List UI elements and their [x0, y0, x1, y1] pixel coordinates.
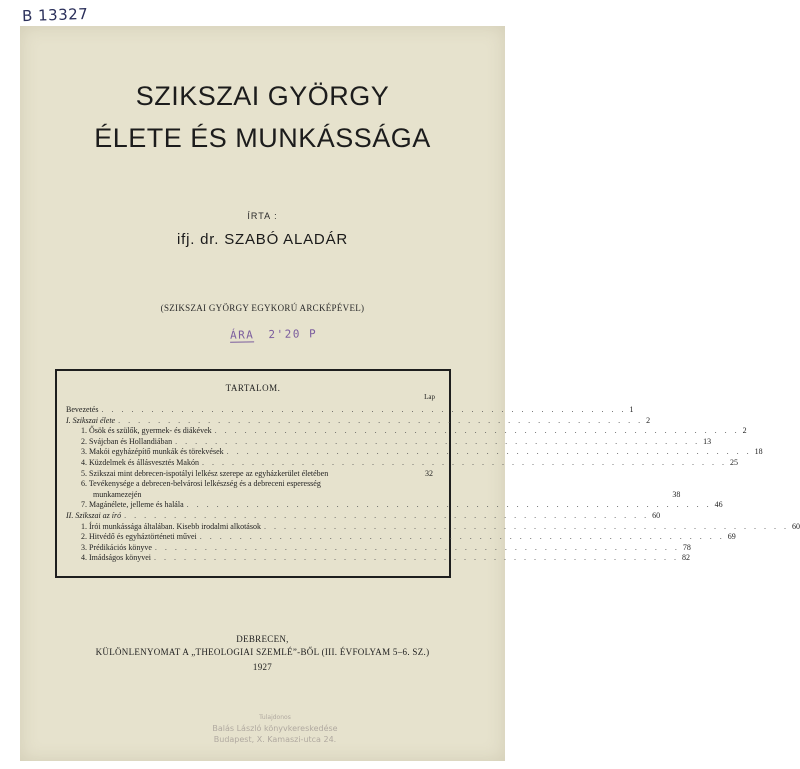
contents-entry [57, 436, 712, 448]
contents-entry [57, 415, 651, 427]
dot-leader: . . . . . . . . . . . . . . . . . . . . . . . . . . . . . . . . . . . . . . . . . . . . . . . . . . . . . [175, 436, 701, 446]
dot-leader: . . . . . . . . . . . . . . . . . . . . . . . . . . . . . . . . . . . . . . . . . . . . . . . . . . . . . [154, 553, 679, 563]
contents-entry [57, 426, 747, 437]
entry-page: 13 [703, 436, 712, 446]
contents-entry [57, 489, 681, 501]
entry-page: 25 [729, 457, 738, 467]
imprint-year: 1927 [252, 662, 273, 672]
dot-leader: . . . . . . . . . . . . . . . . . . . . . . . . . . . . . . . . . . . . . . . . . . . . . . . . . . . . . [226, 447, 752, 457]
entry-page: 60 [791, 521, 800, 531]
entry-page: 2 [742, 426, 747, 436]
entry-label: 5. Szikszai mint debrecen-ispotályi lelkész szerepe az egyházkerület életében [81, 468, 329, 478]
contents-entry [57, 542, 691, 554]
entry-page: 32 [425, 468, 433, 478]
contents-entry [57, 500, 723, 511]
dot-leader: . . . . . . . . . . . . . . . . . . . . . . . . . . . . . . . . . . . . . . . . . . . . . . . . . . . . . [118, 415, 644, 425]
contents-entry [57, 447, 763, 458]
entry-page: 18 [754, 447, 763, 457]
bookshop-stamp [175, 712, 375, 745]
entry-page: 60 [652, 510, 661, 520]
price-label: ÁRA [229, 328, 255, 342]
entry-label: Bevezetés [66, 405, 99, 414]
dot-leader: . . . . . . . . . . . . . . . . . . . . . . . . . . . . . . . . . . . . . . . . . . . . . . . . . . . . . [201, 457, 727, 467]
entry-label: 1. Ősök és szülők, gyermek- és diákévek [81, 426, 212, 436]
entry-label: 2. Hitvédő és egyháztörténeti művei [81, 532, 197, 542]
byline-label: ÍRTA : [247, 211, 278, 221]
entry-label: 4. Imádságos könyvei [81, 553, 151, 563]
contents-entry [57, 510, 661, 522]
entry-page: 1 [629, 405, 634, 414]
shelfmark-label: B 13327 [21, 4, 89, 26]
entry-label: I. Szikszai élete [66, 415, 116, 425]
dot-leader: . . . . . . . . . . . . . . . . . . . . . . . . . . . . . . . . . . . . . . . . . . . . . . . . . . . . . [263, 521, 789, 531]
entry-label: 1. Írói munkássága általában. Kisebb irodalmi alkotások [81, 521, 261, 531]
entry-page: 46 [714, 500, 723, 510]
entry-label: munkamezején [93, 489, 142, 499]
contents-list [57, 405, 800, 564]
portrait-note: (SZIKSZAI GYÖRGY EGYKORÚ ARCKÉPÉVEL) [160, 303, 365, 313]
dot-leader: . . . . . . . . . . . . . . . . . . . . . . . . . . . . . . . . . . . . . . . . . . . . . . . . . . . . . [186, 500, 712, 510]
entry-page: 38 [672, 489, 681, 499]
bookshop-line-2: Balás László könyvkereskedése [212, 724, 338, 733]
contents-entry [57, 532, 736, 543]
entry-page: 78 [682, 542, 691, 552]
dot-leader: . . . . . . . . . . . . . . . . . . . . . . . . . . . . . . . . . . . . . . . . . . . . . . . . . . . . . [154, 542, 680, 552]
dot-leader: . . . . . . . . . . . . . . . . . . . . . . . . . . . . . . . . . . . . . . . . . . . . . . . . . . . . . [124, 510, 650, 520]
contents-entry [57, 479, 449, 490]
imprint-offprint: KÜLÖNLENYOMAT A „THEOLOGIAI SZEMLÉ”-BŐL (III. ÉVFOLYAM 5–6. SZ.) [95, 647, 430, 657]
contents-entry [57, 469, 449, 480]
contents-title: TARTALOM. [225, 383, 281, 393]
imprint-city: DEBRECEN, [236, 634, 289, 644]
entry-label: 6. Tevékenysége a debrecen-belvárosi lelkészség és a debreceni esperesség [81, 479, 321, 489]
entry-label: 7. Magánélete, jelleme és halála [81, 500, 184, 510]
dot-leader: . . . . . . . . . . . . . . . . . . . . . . . . . . . . . . . . . . . . . . . . . . . . . . . . . . . . . [214, 426, 740, 436]
document-page [20, 26, 800, 761]
entry-page: 2 [646, 415, 651, 425]
title-line-2: ÉLETE ÉS MUNKÁSSÁGA [94, 123, 431, 153]
dot-leader: . . . . . . . . . . . . . . . . . . . . . . . . . . . . . . . . . . . . . . . . . . . . . . . . . . . . . [101, 405, 627, 414]
author-name: ifj. dr. SZABÓ ALADÁR [176, 231, 349, 248]
page-column-header: Lap [424, 393, 435, 401]
dot-leader: . . . . . . . . . . . . . . . . . . . . . . . . . . . . . . . . . . . . . . . . . . . . . . . . . . . . . [199, 532, 725, 542]
contents-entry [57, 405, 634, 416]
entry-label: 3. Prédikációs könyve [81, 542, 152, 552]
price-stamp [230, 327, 317, 342]
entry-label: 4. Küzdelmek és állásvesztés Makón [81, 457, 199, 467]
entry-label: 3. Makói egyházépítő munkák és törekvések [81, 447, 224, 457]
contents-entry [57, 521, 800, 533]
table-of-contents [55, 369, 800, 578]
entry-page: 69 [727, 532, 736, 542]
entry-label: II. Szikszai az író [66, 510, 122, 520]
title-line-1: SZIKSZAI GYÖRGY [135, 81, 390, 111]
contents-entry [57, 553, 690, 564]
contents-entry [57, 457, 738, 469]
entry-label: 2. Svájcban és Hollandiában [81, 436, 173, 446]
bookshop-line-3: Budapest, X. Kamaszi-utca 24. [213, 735, 337, 744]
price-value: 2'20 P [268, 327, 318, 342]
bookshop-line-1: Tulajdonos [259, 714, 291, 721]
entry-page: 82 [682, 553, 690, 563]
